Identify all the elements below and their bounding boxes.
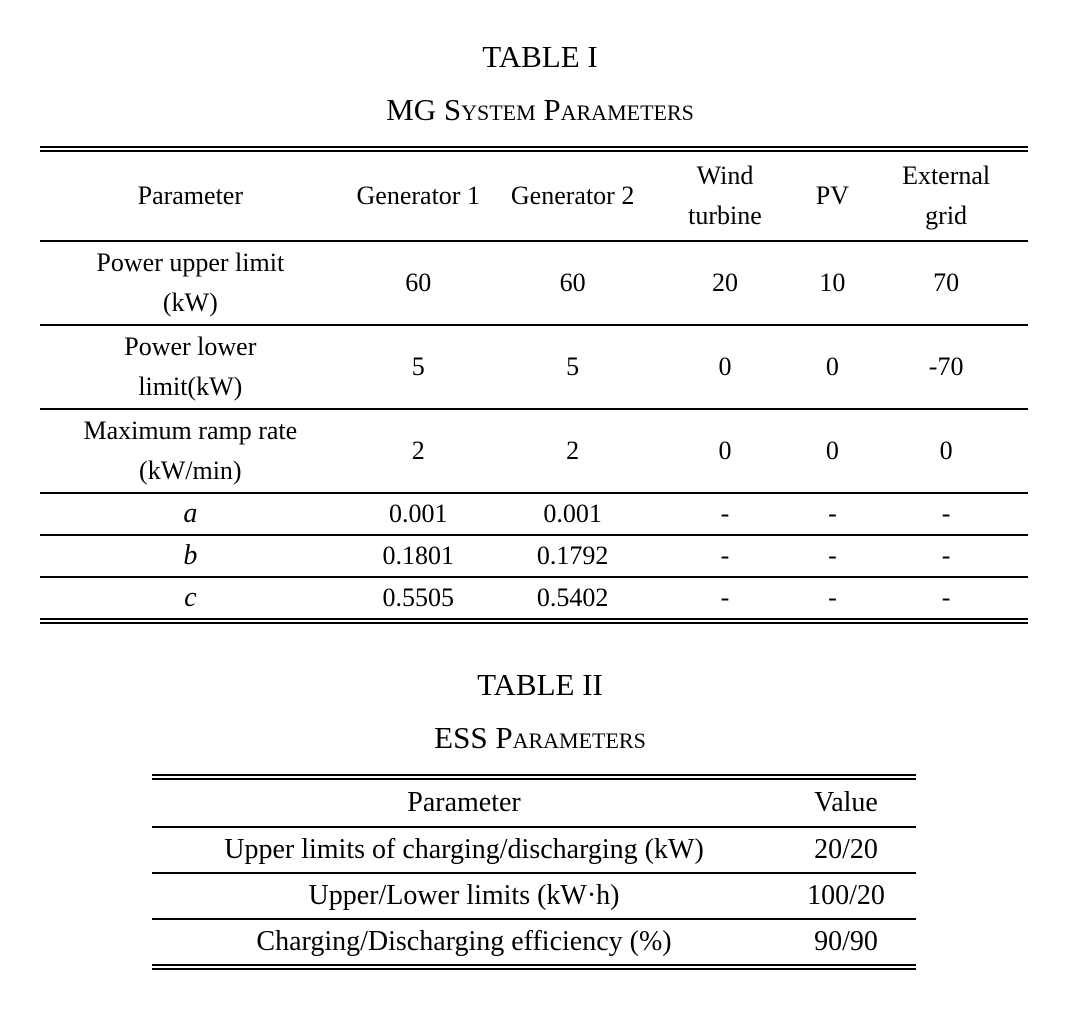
table1-param-cell: a: [40, 493, 341, 535]
table1-value-cell: 0: [801, 325, 865, 409]
table1-header-cell: PV: [801, 149, 865, 241]
table1-value-cell: 5: [341, 325, 496, 409]
table2-header-cell: Value: [776, 777, 916, 827]
table2-header-row: [152, 777, 916, 827]
table1-value-cell: 0: [864, 409, 1028, 493]
table1-header-cell: Generator 1: [341, 149, 496, 241]
table2-number: TABLE II: [477, 667, 603, 702]
table1-value-cell: -: [801, 493, 865, 535]
table1-param-cell: Power lower limit(kW): [40, 325, 341, 409]
table1-value-cell: 0.001: [341, 493, 496, 535]
table2-value-cell: 90/90: [776, 919, 916, 967]
table1-param-cell: Maximum ramp rate (kW/min): [40, 409, 341, 493]
table2-value-cell: 20/20: [776, 827, 916, 873]
table1-value-cell: 0.5505: [341, 577, 496, 621]
table1-value-cell: -: [649, 493, 800, 535]
table-row: [152, 827, 916, 873]
table1-value-cell: -: [801, 535, 865, 577]
table1-value-cell: 20: [649, 241, 800, 325]
table-row: [152, 873, 916, 919]
table1-header-cell: Parameter: [40, 149, 341, 241]
table1-value-cell: 0.5402: [496, 577, 650, 621]
table1-param-cell: b: [40, 535, 341, 577]
table1-value-cell: -: [649, 535, 800, 577]
table1-title: MG System Parameters: [386, 92, 694, 127]
table2-value-cell: 100/20: [776, 873, 916, 919]
table1-value-cell: 0: [649, 325, 800, 409]
table1-value-cell: -: [864, 493, 1028, 535]
table2-title: ESS Parameters: [434, 720, 646, 755]
table-row: [40, 325, 1028, 409]
table1-header-cell: Generator 2: [496, 149, 650, 241]
table2-param-cell: Upper/Lower limits (kW·h): [152, 873, 776, 919]
table1-value-cell: 2: [341, 409, 496, 493]
table1: [40, 146, 1028, 624]
table-row: [40, 493, 1028, 535]
table1-header-row: [40, 149, 1028, 241]
table2: [152, 774, 916, 970]
table-row: [40, 409, 1028, 493]
table1-header-cell: External grid: [864, 149, 1028, 241]
table1-value-cell: -: [864, 535, 1028, 577]
table1-header-cell: Wind turbine: [649, 149, 800, 241]
table2-header-cell: Parameter: [152, 777, 776, 827]
table1-value-cell: 10: [801, 241, 865, 325]
table2-param-cell: Charging/Discharging efficiency (%): [152, 919, 776, 967]
table1-value-cell: -70: [864, 325, 1028, 409]
table1-value-cell: 0.1792: [496, 535, 650, 577]
table1-param-cell: Power upper limit (kW): [40, 241, 341, 325]
table1-value-cell: -: [801, 577, 865, 621]
table1-value-cell: 0.1801: [341, 535, 496, 577]
table1-value-cell: 0: [649, 409, 800, 493]
table1-value-cell: -: [649, 577, 800, 621]
table-row: [40, 577, 1028, 621]
table1-value-cell: 0.001: [496, 493, 650, 535]
table1-param-cell: c: [40, 577, 341, 621]
table-row: [40, 535, 1028, 577]
table1-value-cell: -: [864, 577, 1028, 621]
table1-value-cell: 5: [496, 325, 650, 409]
table-row: [40, 241, 1028, 325]
table1-value-cell: 60: [341, 241, 496, 325]
table-row: [152, 919, 916, 967]
table1-number: TABLE I: [482, 39, 598, 74]
table1-value-cell: 60: [496, 241, 650, 325]
table1-value-cell: 70: [864, 241, 1028, 325]
table1-value-cell: 0: [801, 409, 865, 493]
table2-param-cell: Upper limits of charging/discharging (kW): [152, 827, 776, 873]
table1-value-cell: 2: [496, 409, 650, 493]
